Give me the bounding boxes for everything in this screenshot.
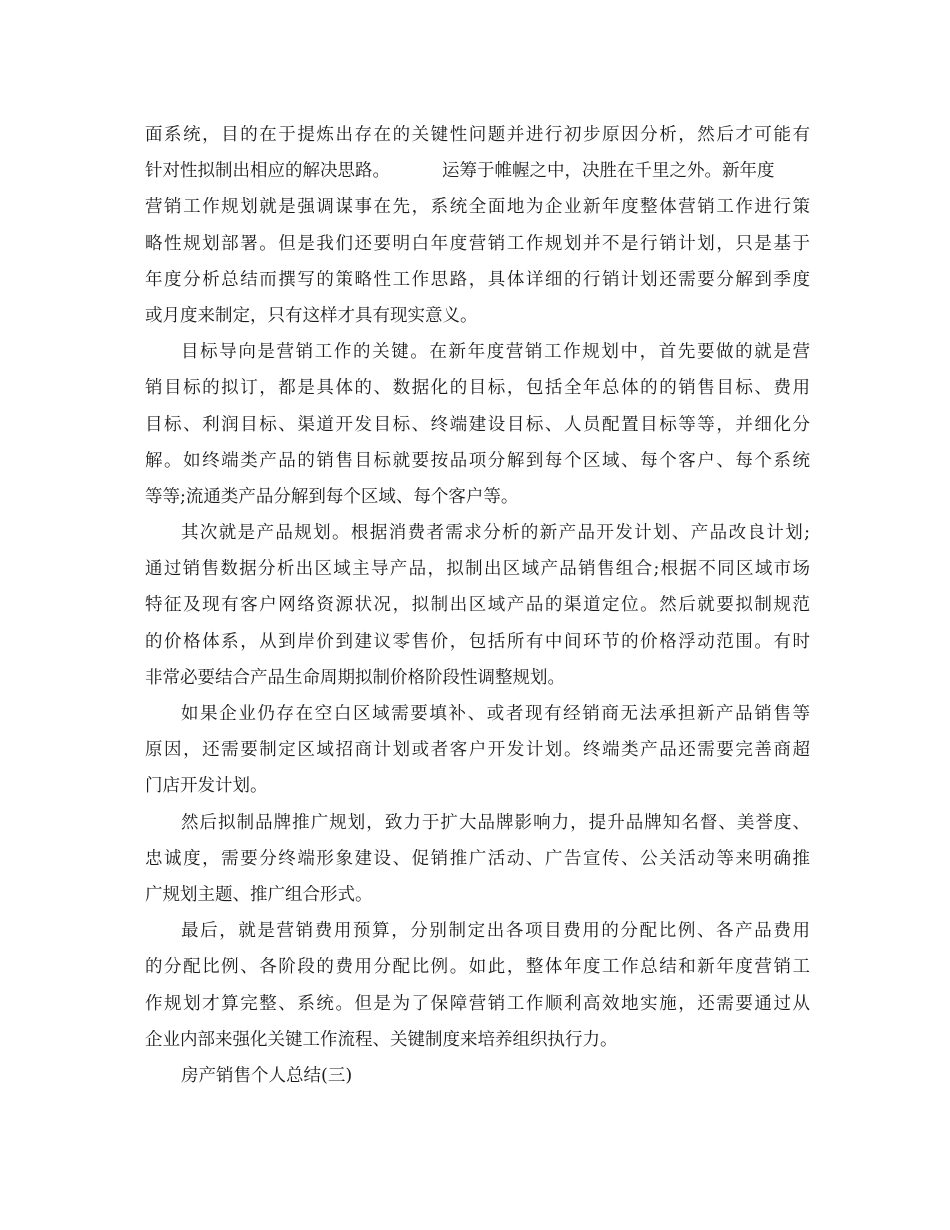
- document-body: [145, 117, 810, 1094]
- text-line-content: 特征及现有客户网络资源状况，拟制出区域产品的渠道定位。然后就要拟制规范: [145, 595, 810, 616]
- text-line: [145, 117, 810, 153]
- text-line-content: 如果企业仍存在空白区域需要填补、或者现有经销商无法承担新产品销售等: [181, 704, 810, 724]
- text-line: [145, 298, 810, 334]
- text-line: [145, 805, 810, 841]
- text-line: [145, 587, 810, 623]
- text-line: [145, 407, 810, 443]
- text-line-content: 然后拟制品牌推广规划，致力于扩大品牌影响力，提升品牌知名督、美誉度、: [181, 812, 810, 833]
- text-line: [145, 1022, 810, 1058]
- text-line: [145, 189, 810, 225]
- text-line-content: 房产销售个人总结(三): [181, 1065, 353, 1086]
- text-line: [145, 986, 810, 1022]
- text-line-content: 最后，就是营销费用预算，分别制定出各项目费用的分配比例、各产品费用: [181, 921, 810, 942]
- text-line-content: 的分配比例、各阶段的费用分配比例。如此，整体年度工作总结和新年度营销工: [145, 957, 810, 978]
- text-line-content: 营销工作规划就是强调谋事在先，系统全面地为企业新年度整体营销工作进行策: [145, 197, 810, 218]
- text-line: [145, 443, 810, 479]
- text-line-content: 销目标的拟订，都是具体的、数据化的目标，包括全年总体的的销售目标、费用: [145, 378, 810, 399]
- text-line-content: 或月度来制定，只有这样才具有现实意义。: [145, 305, 478, 326]
- text-line-content: 忠诚度，需要分终端形象建设、促销推广活动、广告宣传、公关活动等来明确推: [145, 848, 810, 869]
- text-line-content: 其次就是产品规划。根据消费者需求分析的新产品开发计划、产品改良计划;: [181, 523, 810, 544]
- text-line: [145, 551, 810, 587]
- text-line: [145, 660, 810, 696]
- text-line: [145, 768, 810, 804]
- text-line-content: 目标导向是营销工作的关键。在新年度营销工作规划中，首先要做的就是营: [181, 342, 810, 363]
- text-line: [145, 877, 810, 913]
- text-line-content: 等等;流通类产品分解到每个区域、每个客户等。: [145, 486, 519, 507]
- text-line: [145, 334, 810, 370]
- text-line: [145, 515, 810, 551]
- text-line-content: 通过销售数据分析出区域主导产品，拟制出区域产品销售组合;根据不同区域市场: [145, 559, 810, 580]
- text-line: [145, 370, 810, 406]
- text-line-content: 广规划主题、推广组合形式。: [145, 884, 373, 905]
- text-line-content: 面系统，目的在于提炼出存在的关键性问题并进行初步原因分析，然后才可能有: [145, 125, 810, 145]
- text-line-content: 解。如终端类产品的销售目标就要按品项分解到每个区域、每个客户、每个系统: [145, 450, 810, 471]
- text-line: [145, 841, 810, 877]
- text-line-content: 企业内部来强化关键工作流程、关键制度来培养组织执行力。: [145, 1029, 618, 1050]
- text-line-content: 作规划才算完整、系统。但是为了保障营销工作顺利高效地实施，还需要通过从: [145, 993, 810, 1014]
- text-line-content: 目标、利润目标、渠道开发目标、终端建设目标、人员配置目标等等，并细化分: [145, 414, 810, 435]
- text-line: [145, 226, 810, 262]
- text-line-content: 针对性拟制出相应的解决思路。: [145, 161, 390, 182]
- text-line-content: 略性规划部署。但是我们还要明白年度营销工作规划并不是行销计划，只是基于: [145, 233, 810, 254]
- text-line: [145, 479, 810, 515]
- text-line-tail: 运筹于帷幄之中，决胜在千里之外。新年度: [442, 161, 775, 182]
- text-line-content: 的价格体系，从到岸价到建议零售价，包括所有中间环节的价格浮动范围。有时: [145, 631, 810, 652]
- text-line-content: 门店开发计划。: [145, 776, 268, 797]
- text-line: [145, 696, 810, 732]
- text-line-content: 原因，还需要制定区域招商计划或者客户开发计划。终端类产品还需要完善商超: [145, 740, 810, 761]
- text-line: [145, 913, 810, 949]
- text-line: [145, 1058, 810, 1094]
- text-line: [145, 262, 810, 298]
- text-line: [145, 732, 810, 768]
- text-line: [145, 624, 810, 660]
- text-line-content: 非常必要结合产品生命周期拟制价格阶段性调整规划。: [145, 667, 565, 688]
- text-line: [145, 949, 810, 985]
- text-line-content: 年度分析总结而撰写的策略性工作思路，具体详细的行销计划还需要分解到季度: [145, 269, 810, 290]
- text-line: [145, 153, 810, 189]
